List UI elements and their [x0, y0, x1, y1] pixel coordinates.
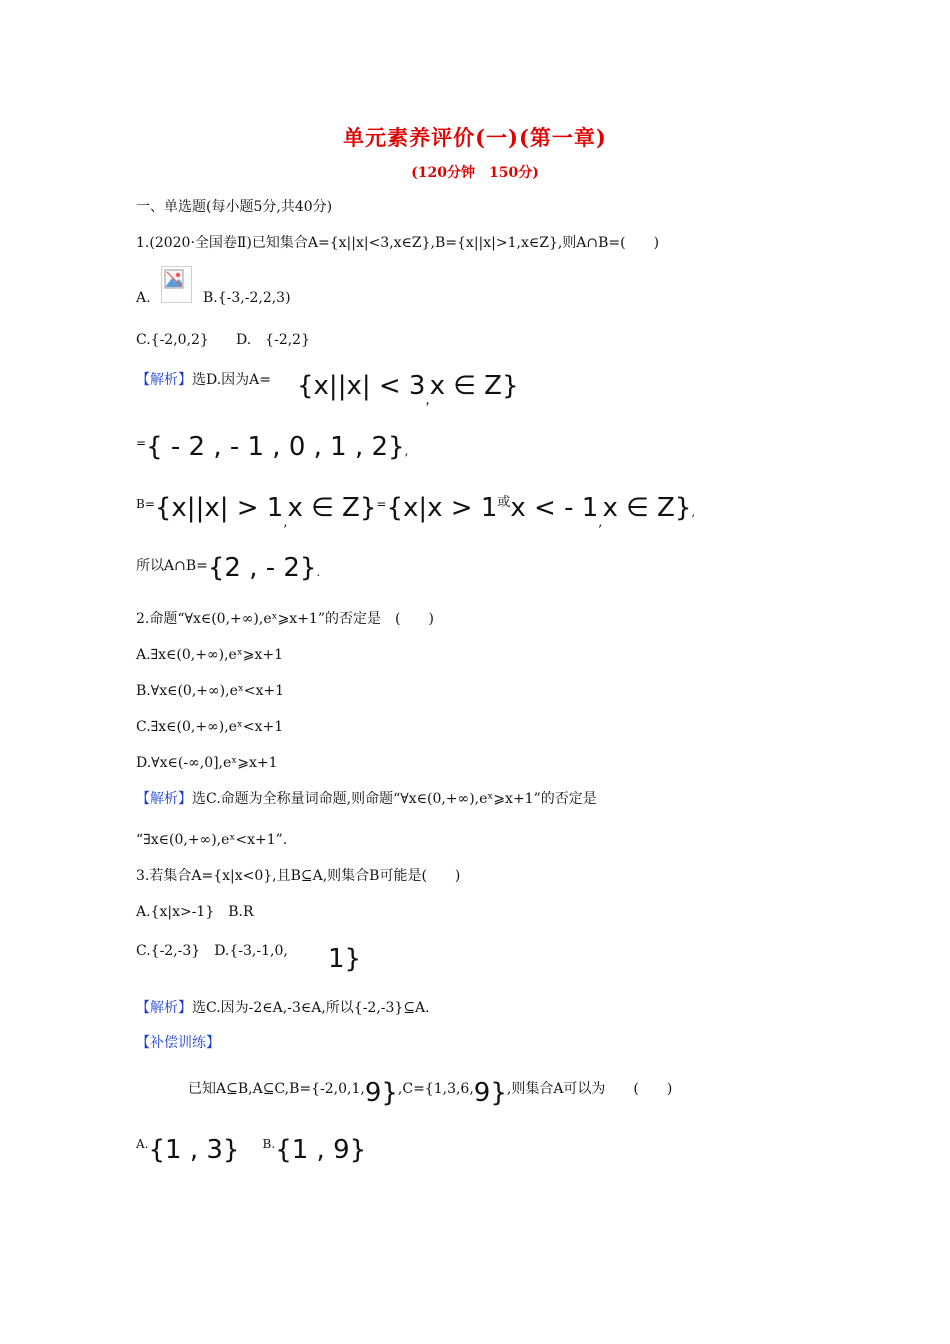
q2-analysis-line1: 【解析】选C.命题为全称量词命题,则命题“∀x∈(0,+∞),eˣ⩾x+1”的否定是	[136, 791, 597, 807]
q1-analysis-line4: 所以A∩B={2 , - 2}.	[136, 553, 321, 583]
q3-options-cd: C.{-2,-3} D.{-3,-1,0,	[136, 943, 288, 959]
q1-option-b: B.{-3,-2,2,3)	[203, 290, 291, 306]
q1-set-a-elements: { - 2 , - 1 , 0 , 1 , 2}	[146, 432, 405, 462]
q3-option-d-tail: 1}	[328, 944, 362, 974]
supplementary-question: 已知A⊆B,A⊆C,B={-2,0,1,9},C={1,3,6,9},则集合A可以为 ( )	[188, 1078, 673, 1108]
analysis-tag: 【解析】	[136, 372, 192, 388]
q2-option-c: C.∃x∈(0,+∞),eˣ<x+1	[136, 719, 284, 735]
q1-set-b-formula: {x||x| > 1	[154, 493, 284, 523]
q2-stem: 2.命题“∀x∈(0,+∞),eˣ⩾x+1”的否定是 ( )	[136, 611, 434, 627]
q1-option-d: D. {-2,2}	[236, 332, 310, 348]
q3-analysis: 【解析】选C.因为-2∈A,-3∈A,所以{-2,-3}⊆A.	[136, 1000, 430, 1016]
analysis-tag: 【解析】	[136, 791, 192, 807]
q1-option-c: C.{-2,0,2}	[136, 332, 209, 348]
q1-intersection-result: {2 , - 2}	[207, 553, 317, 583]
q2-option-b: B.∀x∈(0,+∞),eˣ<x+1	[136, 683, 285, 699]
supplementary-training-tag: 【补偿训练】	[136, 1035, 220, 1051]
q1-analysis-line3: $^{B=}\{x||x| > 1_,x$ ∈ $Z\}^=\{x|x > 1^或x$ < - $1_,x$ ∈ Z},	[136, 493, 696, 530]
q3-options-ab: A.{x|x>-1} B.R	[136, 904, 254, 920]
q2-option-d: D.∀x∈(-∞,0],eˣ⩾x+1	[136, 755, 278, 771]
q1-set-a-formula: {$x||x| < 3_,x$ ∈ Z}	[297, 371, 519, 408]
q2-analysis-line2: “∃x∈(0,+∞),eˣ<x+1”.	[136, 832, 288, 848]
q1-stem: 1.(2020·全国卷Ⅱ)已知集合A={x||x|<3,x∈Z},B={x||x|>1,x∈Z},则A∩B=( )	[136, 235, 660, 251]
analysis-tag: 【解析】	[136, 1000, 192, 1016]
page-subtitle: (120分钟 150分)	[411, 165, 539, 181]
q2-option-a: A.∃x∈(0,+∞),eˣ⩾x+1	[136, 647, 284, 663]
q1-analysis-line1: 【解析】选D.因为A=	[136, 372, 272, 388]
supplementary-option-b: {1 , 9}	[275, 1135, 367, 1165]
section-heading: 一、单选题(每小题5分,共40分)	[136, 199, 333, 215]
supplementary-option-a: {1 , 3}	[148, 1135, 240, 1165]
page-title: 单元素养评价(一)(第一章)	[343, 125, 607, 150]
broken-image-icon	[161, 266, 192, 303]
supplementary-options: $^{A.}${1 , 3} $^{B.}${1 , 9}	[136, 1135, 367, 1165]
q1-analysis-line2: ={ - 2 , - 1 , 0 , 1 , 2},	[136, 432, 409, 462]
q3-stem: 3.若集合A={x|x<0},且B⊆A,则集合B可能是( )	[136, 868, 461, 884]
q1-option-a: A.	[136, 290, 151, 306]
